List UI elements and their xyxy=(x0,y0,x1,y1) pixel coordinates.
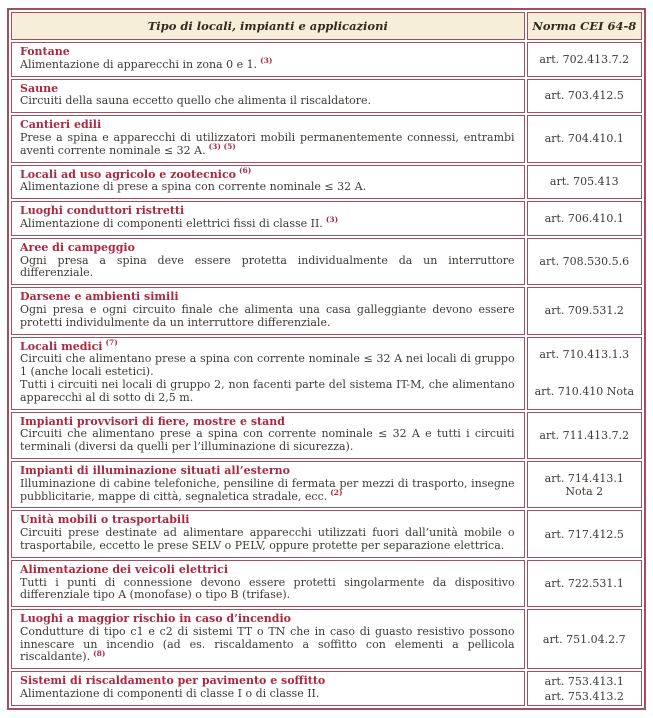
norma-cell xyxy=(527,461,642,508)
row-description-cell xyxy=(11,609,525,669)
row-description-cell xyxy=(11,201,525,236)
row-description-cell xyxy=(11,510,525,557)
table-row xyxy=(11,671,642,706)
row-title: Alimentazione dei veicoli elettrici xyxy=(20,562,229,576)
table-row xyxy=(11,287,642,334)
article-ref: art. 704.410.1 xyxy=(544,132,624,146)
column-header-norma: Norma CEI 64-8 xyxy=(527,12,642,40)
row-description-cell xyxy=(11,238,525,285)
article-ref: art. 706.410.1 xyxy=(544,211,624,225)
row-description-cell xyxy=(11,115,525,162)
row-paragraph: Alimentazione di prese a spina con corrente nominale ≤ 32 A. xyxy=(20,180,367,194)
article-ref: art. 722.531.1 xyxy=(544,576,624,590)
row-paragraph: Ogni presa e ogni circuito finale che alimenta una casa galleggiante devono essere protetti individulmente da un interruttore differenziale. xyxy=(20,302,515,329)
row-paragraph: Circuiti della sauna eccetto quello che alimenta il riscaldatore. xyxy=(20,94,371,108)
row-title: Saune xyxy=(20,81,59,95)
row-title: Cantieri edili xyxy=(20,118,102,132)
norma-cell xyxy=(527,560,642,607)
norma-cell xyxy=(527,287,642,334)
article-ref: art. 753.413.1 xyxy=(544,674,624,688)
article-ref: art. 709.531.2 xyxy=(544,304,624,318)
article-ref: art. 711.413.7.2 xyxy=(539,428,630,442)
article-ref: art. 702.413.7.2 xyxy=(539,52,630,66)
table-row xyxy=(11,165,642,200)
row-paragraph: Illuminazione di cabine telefoniche, pensiline di fermata per mezzi di trasporto, insegne pubblicitarie, mappe di città, segnaletica stradale, ecc. $^{(2)}$ xyxy=(20,476,515,503)
footnote-ref: (7) xyxy=(105,337,118,347)
cei-64-8-table xyxy=(7,8,646,710)
norma-cell xyxy=(527,671,642,706)
row-title: Unità mobili o trasportabili xyxy=(20,513,190,527)
article-ref: art. 710.413.1.3 xyxy=(539,348,630,362)
row-description-cell xyxy=(11,671,525,706)
norma-cell xyxy=(527,115,642,162)
table-row xyxy=(11,79,642,114)
row-paragraph: Prese a spina e apparecchi di utilizzatori mobili permanentemente connessi, entrambi aventi corrente nominale ≤ 32 A. $^{(3) (5)}$ xyxy=(20,130,515,157)
row-paragraph: Alimentazione di componenti elettrici fissi di classe II. $^{(3)}$ xyxy=(20,215,339,230)
norma-cell xyxy=(527,238,642,285)
row-paragraph: Alimentazione di componenti di classe I o di classe II. xyxy=(20,687,320,701)
table-row xyxy=(11,560,642,607)
table-row xyxy=(11,337,642,410)
row-description-cell xyxy=(11,79,525,114)
footnote-ref: (3) xyxy=(260,56,273,66)
norma-cell xyxy=(527,165,642,200)
row-title: Locali medici $^{(7)}$ xyxy=(20,337,118,353)
table-row xyxy=(11,201,642,236)
row-description-cell xyxy=(11,165,525,200)
row-description-cell xyxy=(11,42,525,77)
article-ref: art. 717.412.5 xyxy=(544,527,624,541)
row-description-cell xyxy=(11,461,525,508)
table-row xyxy=(11,461,642,508)
footnote-ref: (3) xyxy=(325,215,339,225)
footnote-ref: (8) xyxy=(93,648,106,658)
column-header-locali: Tipo di locali, impianti e applicazioni xyxy=(11,12,525,40)
row-description-cell xyxy=(11,412,525,459)
row-paragraph: Circuiti che alimentano prese a spina con corrente nominale ≤ 32 A e tutti i circuiti terminali (diversi da quelli per l’illuminazione di sicurezza). xyxy=(20,427,515,454)
row-description-cell xyxy=(11,560,525,607)
norma-cell xyxy=(527,510,642,557)
article-ref: art. 710.410 Nota xyxy=(534,385,635,399)
row-description-cell xyxy=(11,337,525,410)
row-description-cell xyxy=(11,287,525,334)
table-row xyxy=(11,42,642,77)
row-title: Darsene e ambienti simili xyxy=(20,290,179,304)
norma-cell xyxy=(527,42,642,77)
row-paragraph: Circuiti che alimentano prese a spina con corrente nominale ≤ 32 A nei locali di gruppo 1 (anche locali estetici). xyxy=(20,352,515,379)
footnote-ref: (2) xyxy=(330,487,343,497)
row-paragraph: Condutture di tipo c1 e c2 di sistemi TT o TN che in caso di guasto resistivo possono innescare un incendio (ad es. riscaldamento a soffitto con elementi a pellicola riscaldante). $^{(8)}$ xyxy=(20,624,515,664)
table-row xyxy=(11,412,642,459)
table-row xyxy=(11,609,642,669)
row-title: Impianti di illuminazione situati all’esterno xyxy=(20,463,291,477)
header-row xyxy=(11,12,642,40)
row-paragraph: Tutti i circuiti nei locali di gruppo 2, non facenti parte del sistema IT-M, che alimentano apparecchi al di sotto di 2,5 m. xyxy=(20,377,515,404)
row-title: Luoghi a maggior rischio in caso d’incendio xyxy=(20,612,292,626)
row-paragraph: Ogni presa a spina deve essere protetta individualmente da un interruttore differenziale. xyxy=(20,253,515,280)
row-paragraph: Alimentazione di apparecchi in zona 0 e 1. $^{(3)}$ xyxy=(20,56,273,71)
table-row xyxy=(11,115,642,162)
article-ref: art. 703.412.5 xyxy=(544,89,624,103)
norma-cell xyxy=(527,79,642,114)
norma-cell xyxy=(527,201,642,236)
row-title: Aree di campeggio xyxy=(20,240,135,254)
footnote-ref: (6) xyxy=(239,165,252,175)
norma-cell xyxy=(527,337,642,410)
row-title: Impianti provvisori di fiere, mostre e stand xyxy=(20,414,285,428)
norma-cell xyxy=(527,609,642,669)
footnote-ref: (3) (5) xyxy=(208,142,236,152)
article-ref: art. 714.413.1 Nota 2 xyxy=(544,471,624,498)
row-title: Locali ad uso agricolo e zootecnico $^{(6)}$ xyxy=(20,165,252,181)
article-ref: art. 705.413 xyxy=(549,175,619,189)
table-row xyxy=(11,238,642,285)
row-title: Sistemi di riscaldamento per pavimento e soffitto xyxy=(20,674,326,688)
row-paragraph: Tutti i punti di connessione devono essere protetti singolarmente da dispositivo differenziale tipo A (monofase) o tipo B (trifase). xyxy=(20,575,515,602)
article-ref: art. 753.413.2 xyxy=(544,689,624,703)
row-title: Fontane xyxy=(20,45,70,58)
table-row xyxy=(11,510,642,557)
row-paragraph: Circuiti prese destinate ad alimentare apparecchi utilizzati fuori dall’unità mobile o trasportabile, eccetto le prese SELV o PELV, oppure protette per separazione elettrica. xyxy=(20,526,515,552)
article-ref: art. 751.04.2.7 xyxy=(542,632,626,646)
article-ref: art. 708.530.5.6 xyxy=(539,254,630,268)
norma-cell xyxy=(527,412,642,459)
row-title: Luoghi conduttori ristretti xyxy=(20,204,185,218)
